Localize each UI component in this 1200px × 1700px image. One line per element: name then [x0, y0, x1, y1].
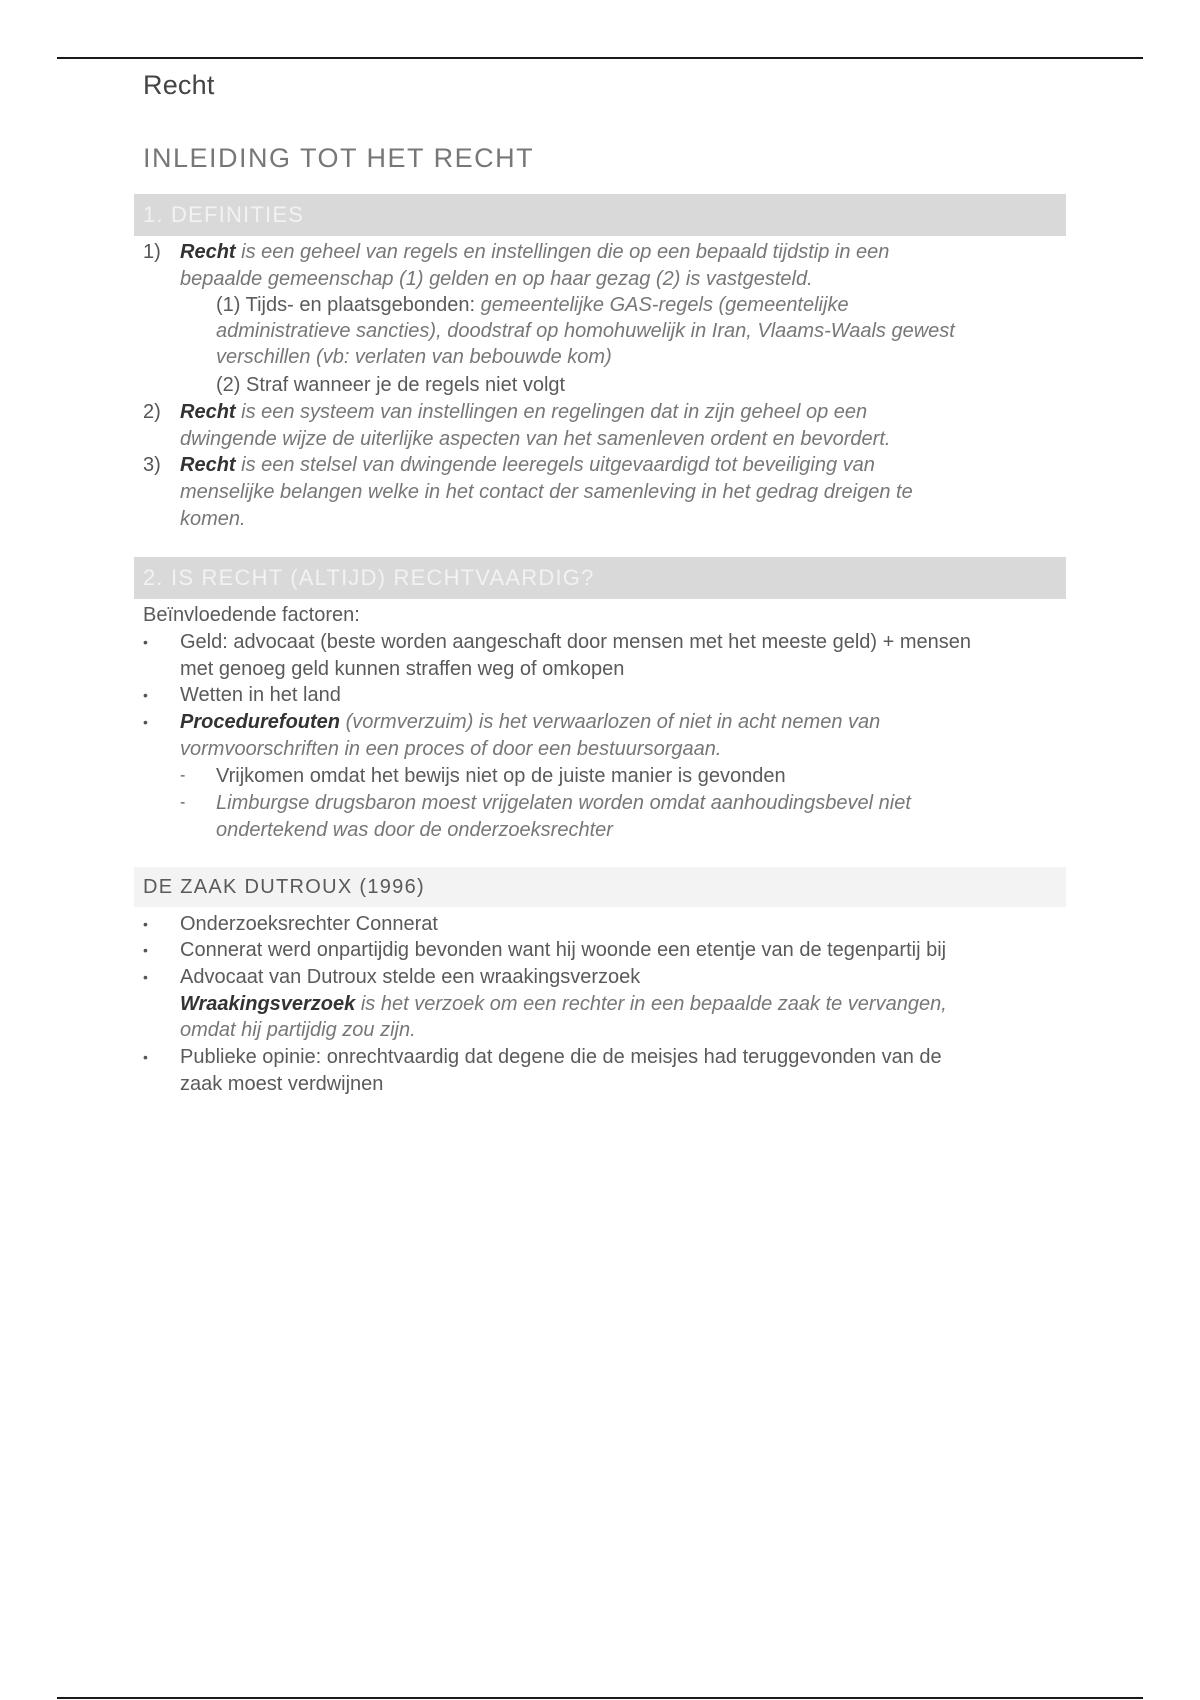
bullet-onpartijdig: Connerat werd onpartijdig bevonden want hij woonde een etentje van de tegenpartij bij: [180, 939, 947, 961]
bullet-geld-line1: Geld: advocaat (beste worden aangeschaft door mensen met het meeste geld) + mensen: [180, 631, 972, 653]
bullet-icon: •: [143, 942, 148, 958]
term: Procedurefouten: [180, 711, 341, 733]
section-heading-dutroux: [134, 867, 1066, 907]
bullet-icon: •: [143, 714, 148, 730]
definition-3-line2: menselijke belangen welke in het contact der samenleving in het gedrag dreigen te: [180, 481, 913, 503]
bullet-icon: •: [143, 687, 148, 703]
section-heading-text: 1. DEFINITIES: [143, 202, 305, 227]
section-heading-text: 2. IS RECHT (ALTIJD) RECHTVAARDIG?: [143, 565, 595, 590]
bullet-publieke-opinie-line1: Publieke opinie: onrechtvaardig dat degene die de meisjes had teruggevonden van de: [180, 1046, 942, 1068]
definition-1-note2: (2) Straf wanneer je de regels niet volgt: [216, 374, 566, 396]
bullet-advocaat: Advocaat van Dutroux stelde een wraakingsverzoek: [180, 966, 641, 988]
bullet-procedurefouten-line1: Procedurefouten (vormverzuim) is het verwaarlozen of niet in acht nemen van: [180, 711, 881, 733]
subitem-drugsbaron-line1: Limburgse drugsbaron moest vrijgelaten worden omdat aanhoudingsbevel niet: [216, 792, 911, 814]
definition-3-line3: komen.: [180, 508, 246, 530]
bullet-wetten: Wetten in het land: [180, 684, 341, 706]
bullet-icon: •: [143, 1049, 148, 1065]
term: Recht: [180, 401, 236, 423]
definition-1-line2: bepaalde gemeenschap (1) gelden en op haar gezag (2) is vastgesteld.: [180, 268, 813, 290]
wraakingsverzoek-definition-line1: Wraakingsverzoek is het verzoek om een rechter in een bepaalde zaak te vervangen,: [180, 993, 947, 1015]
bottom-rule: [57, 1697, 1143, 1699]
definition-2-line2: dwingende wijze de uiterlijke aspecten van het samenleven ordent en bevordert.: [180, 428, 891, 450]
list-number: 1): [143, 241, 161, 263]
section-heading-definities: [134, 194, 1066, 236]
document-title: Recht: [143, 70, 215, 100]
definition-2-line1: Recht is een systeem van instellingen en regelingen dat in zijn geheel op een: [180, 401, 868, 423]
bullet-connerat: Onderzoeksrechter Connerat: [180, 913, 438, 935]
section-heading-rechtvaardig: [134, 557, 1066, 599]
dash-icon: -: [180, 794, 186, 811]
definition-1-note1-line2: administratieve sancties), doodstraf op homohuwelijk in Iran, Vlaams-Waals gewest: [216, 320, 955, 342]
bullet-geld-line2: met genoeg geld kunnen straffen weg of omkopen: [180, 658, 625, 680]
definition-1-note1: (1) Tijds- en plaatsgebonden: gemeentelijke GAS-regels (gemeentelijke: [216, 294, 849, 316]
term: Recht: [180, 454, 236, 476]
dash-icon: -: [180, 767, 186, 784]
subitem-vrijkomen: Vrijkomen omdat het bewijs niet op de juiste manier is gevonden: [216, 765, 786, 787]
list-number: 2): [143, 401, 161, 423]
bullet-icon: •: [143, 634, 148, 650]
term: Recht: [180, 241, 236, 263]
list-number: 3): [143, 454, 161, 476]
bullet-icon: •: [143, 969, 148, 985]
section-heading-text: DE ZAAK DUTROUX (1996): [143, 876, 425, 898]
intro-text: Beïnvloedende factoren:: [143, 604, 360, 626]
definition-1-line1: Recht is een geheel van regels en instellingen die op een bepaald tijdstip in een: [180, 241, 890, 263]
subitem-drugsbaron-line2: ondertekend was door de onderzoeksrechter: [216, 819, 613, 841]
term: Wraakingsverzoek: [180, 993, 356, 1015]
chapter-heading: INLEIDING TOT HET RECHT: [143, 143, 535, 173]
definition-3-line1: Recht is een stelsel van dwingende leeregels uitgevaardigd tot beveiliging van: [180, 454, 875, 476]
bullet-icon: •: [143, 916, 148, 932]
wraakingsverzoek-definition-line2: omdat hij partijdig zou zijn.: [180, 1019, 416, 1041]
definition-1-note1-line3: verschillen (vb: verlaten van bebouwde kom): [216, 346, 612, 368]
bullet-procedurefouten-line2: vormvoorschriften in een proces of door een bestuursorgaan.: [180, 738, 722, 760]
bullet-publieke-opinie-line2: zaak moest verdwijnen: [180, 1073, 384, 1095]
